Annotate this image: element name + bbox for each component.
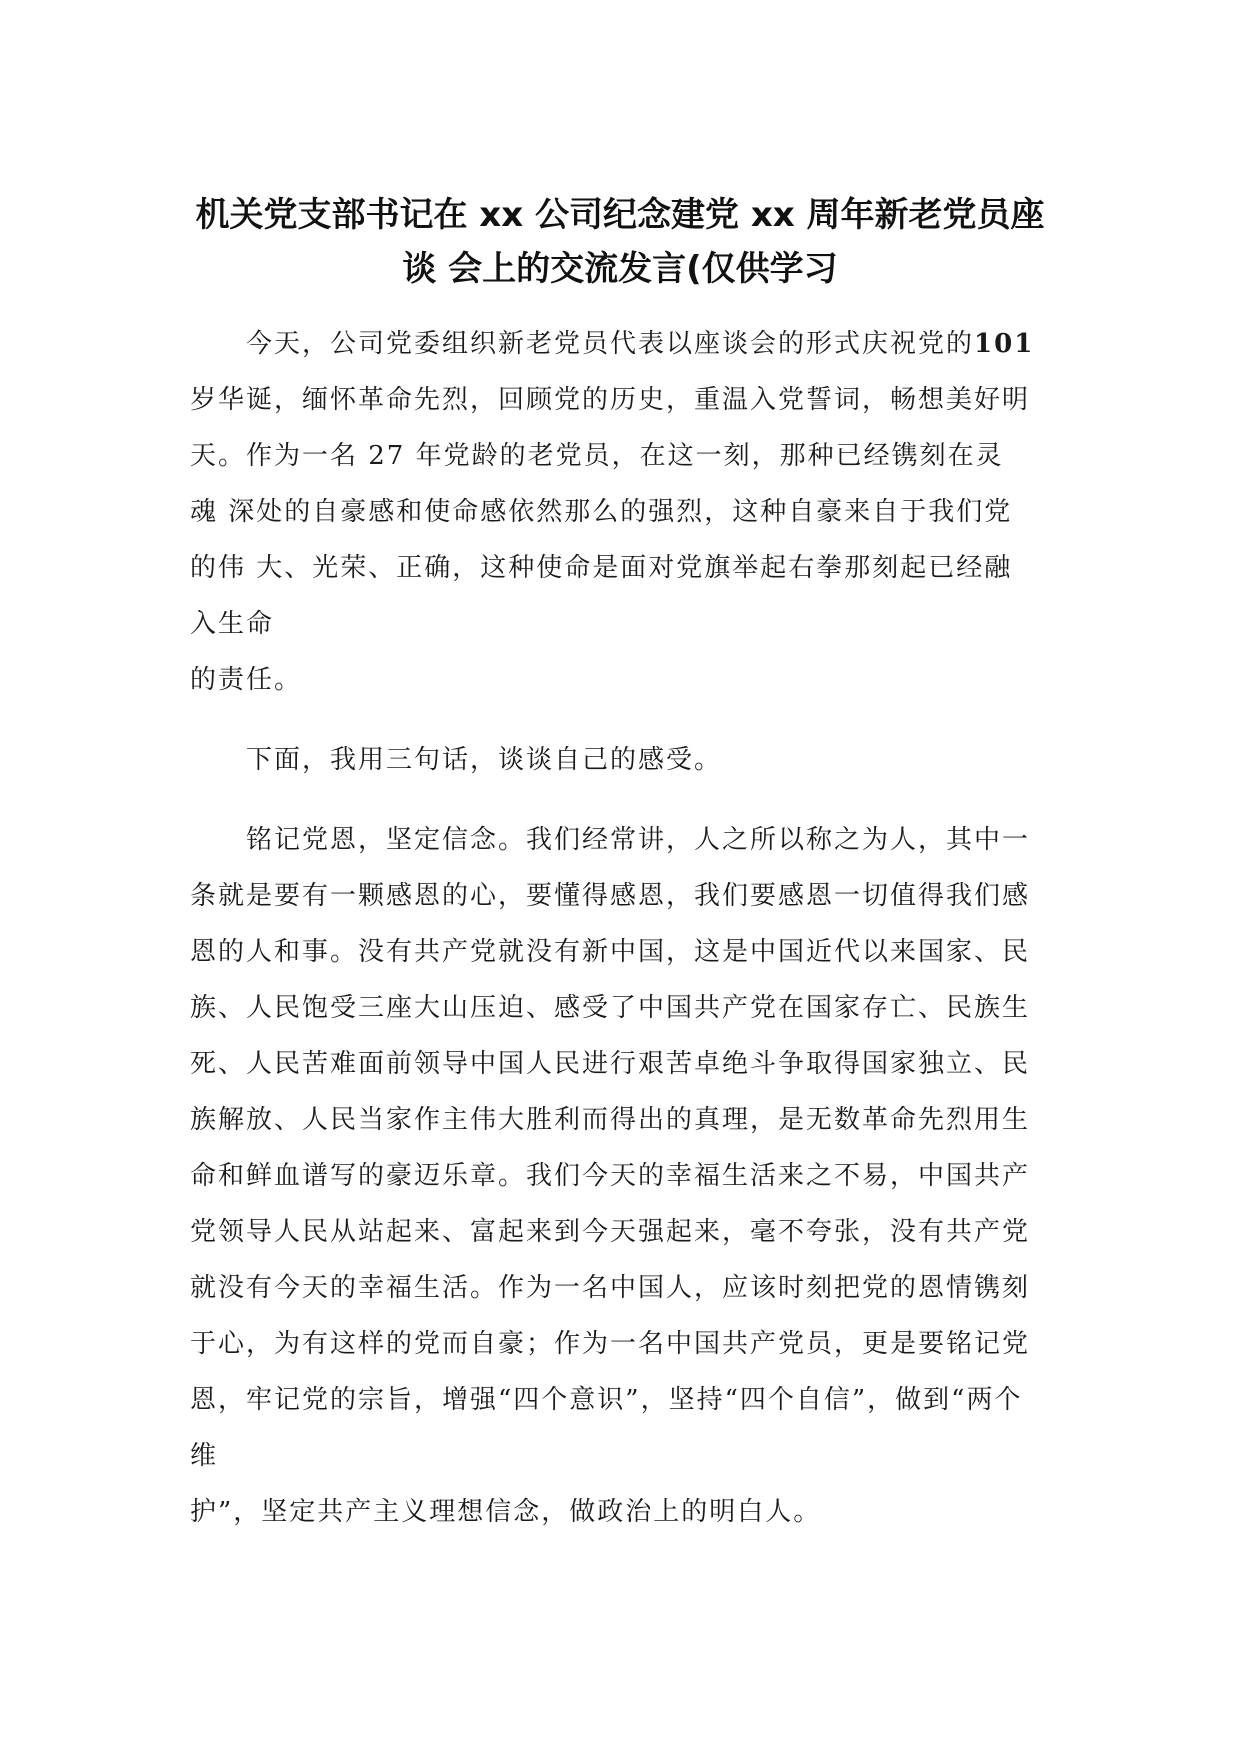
paragraph-2 [190, 732, 1050, 788]
anniversary-number: 101 [974, 329, 1035, 359]
paragraph-line: 魂 深处的自豪感和使命感依然那么的强烈，这种自豪来自于我们党 [190, 497, 1013, 527]
paragraph-line: 入生命 [190, 609, 275, 639]
paragraph-line: 的伟 大、光荣、正确，这种使命是面对党旗举起右拳那刻起已经融 [190, 553, 1013, 583]
paragraph-line: 岁华诞，缅怀革命先烈，回顾党的历史，重温入党誓词，畅想美好明 [190, 385, 1031, 415]
paragraph-line: 党领导人民从站起来、富起来到今天强起来，毫不夸张，没有共产党 [190, 1217, 1031, 1247]
paragraph-3 [190, 812, 1050, 1540]
paragraph-line-text: 今天，公司党委组织新老党员代表以座谈会的形式庆祝党的 [246, 329, 975, 359]
paragraph-gap [190, 708, 1050, 732]
paragraph-gap [190, 788, 1050, 812]
paragraph-line: 族、人民饱受三座大山压迫、感受了中国共产党在国家存亡、民族生 [190, 993, 1031, 1023]
paragraph-line: 族解放、人民当家作主伟大胜利而得出的真理，是无数革命先烈用生 [190, 1105, 1031, 1135]
paragraph-line: 于心，为有这样的党而自豪；作为一名中国共产党员，更是要铭记党 [190, 1329, 1031, 1359]
paragraph-line: 的责任。 [190, 665, 303, 695]
paragraph-line: 下面，我用三句话，谈谈自己的感受。 [246, 745, 723, 775]
paragraph-line: 就没有今天的幸福生活。作为一名中国人，应该时刻把党的恩情镌刻 [190, 1273, 1031, 1303]
title-line-2: 谈 会上的交流发言(仅供学习 [402, 249, 838, 289]
document-body [190, 316, 1050, 1540]
document-title [190, 188, 1050, 296]
paragraph-line: 天。作为一名 27 年党龄的老党员，在这一刻，那种已经镌刻在灵 [190, 441, 1004, 471]
paragraph-line: 恩，牢记党的宗旨，增强“四个意识”，坚持“四个自信”，做到“两个 [190, 1385, 1023, 1415]
paragraph-1 [190, 316, 1050, 708]
paragraph-line: 死、人民苦难面前领导中国人民进行艰苦卓绝斗争取得国家独立、民 [190, 1049, 1031, 1079]
paragraph-line: 护”，坚定共产主义理想信念，做政治上的明白人。 [190, 1497, 822, 1527]
paragraph-line: 铭记党恩，坚定信念。我们经常讲，人之所以称之为人，其中一 [246, 825, 1031, 855]
paragraph-line: 条就是要有一颗感恩的心，要懂得感恩，我们要感恩一切值得我们感 [190, 881, 1031, 911]
paragraph-line [190, 316, 1050, 372]
paragraph-line: 维 [190, 1441, 219, 1471]
paragraph-line: 命和鲜血谱写的豪迈乐章。我们今天的幸福生活来之不易，中国共产 [190, 1161, 1031, 1191]
title-line-1: 机关党支部书记在 xx 公司纪念建党 xx 周年新老党员座 [195, 195, 1045, 235]
paragraph-line: 恩的人和事。没有共产党就没有新中国，这是中国近代以来国家、民 [190, 937, 1031, 967]
